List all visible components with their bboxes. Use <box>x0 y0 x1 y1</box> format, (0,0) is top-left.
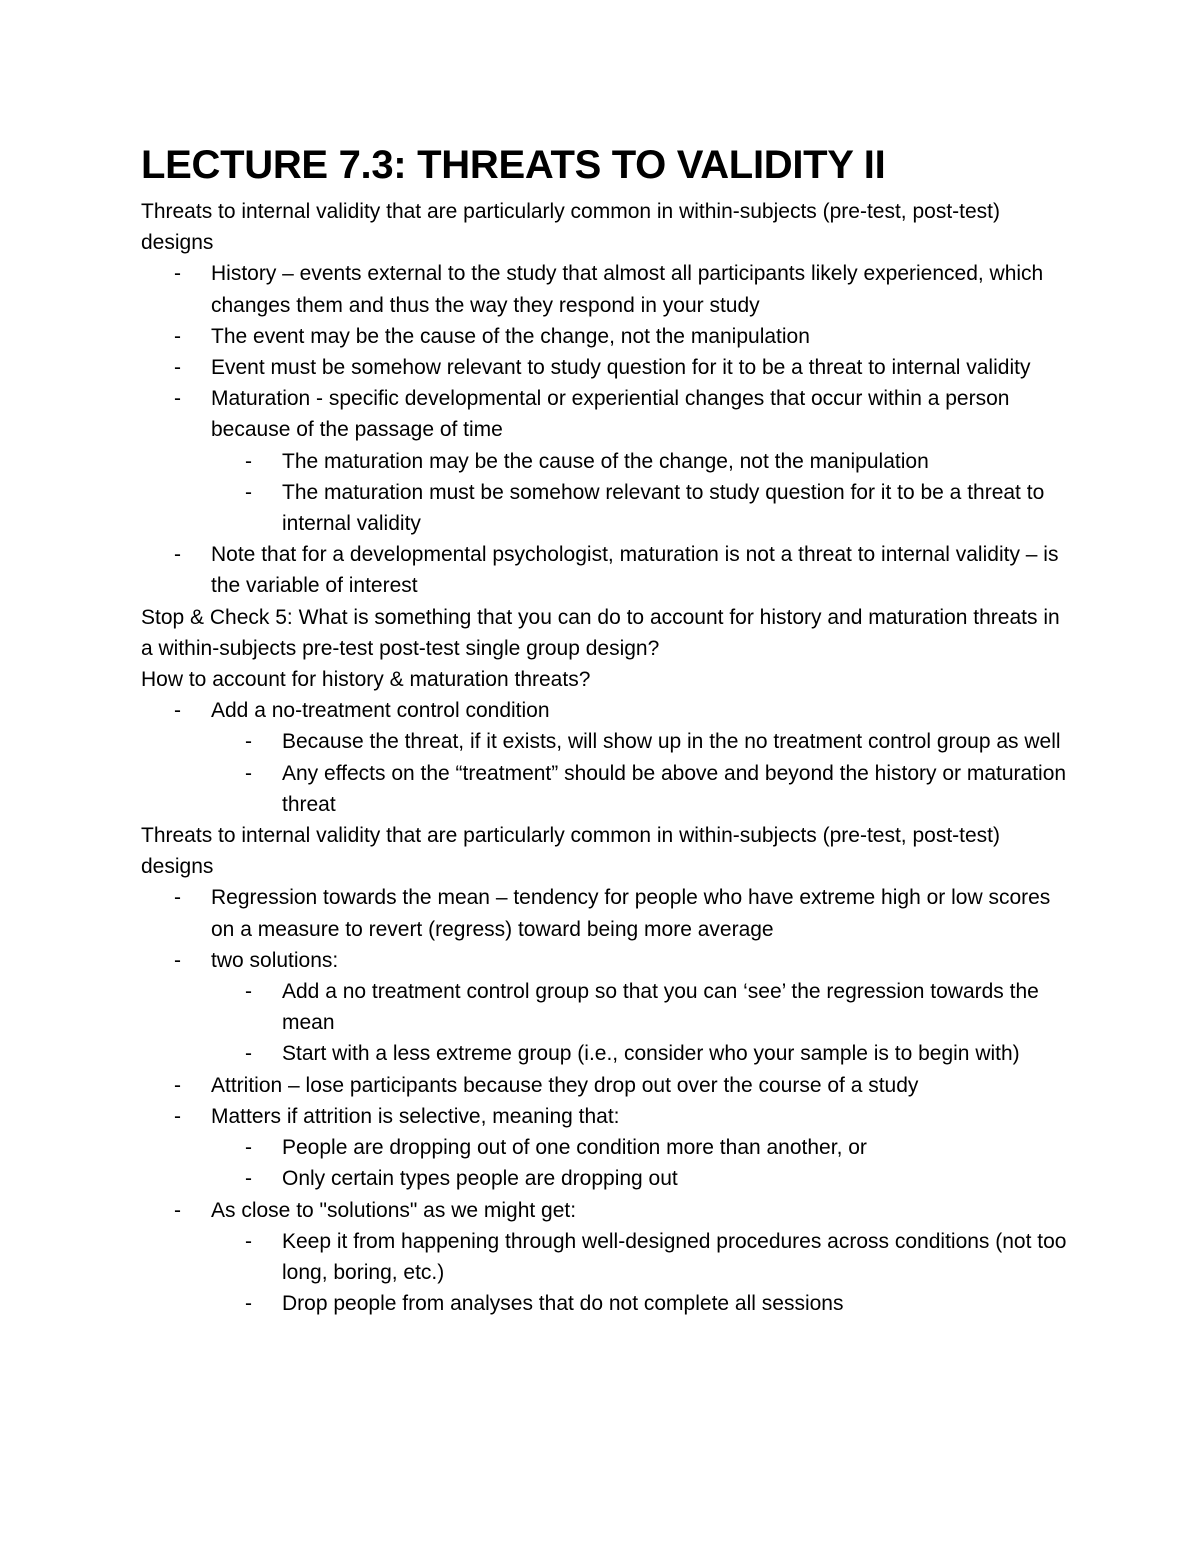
bullet-text: Add a no-treatment control condition <box>211 699 550 723</box>
dash-bullet-icon: - <box>245 1292 252 1316</box>
bullet-text: As close to "solutions" as we might get: <box>211 1198 577 1222</box>
bullet-text: History – events external to the study that almost all participants likely experienced, which changes them and thus the way they respond in your study <box>211 262 1044 317</box>
bullet-text: Only certain types people are dropping out <box>282 1167 678 1191</box>
bullet-text: The maturation may be the cause of the change, not the manipulation <box>282 449 929 473</box>
bullet-text: People are dropping out of one condition more than another, or <box>282 1136 867 1160</box>
bullet-item <box>141 383 1071 445</box>
sub-bullet-item <box>141 477 1071 539</box>
bullet-text: Because the threat, if it exists, will show up in the no treatment control group as well <box>282 730 1061 754</box>
bullet-text: Regression towards the mean – tendency for people who have extreme high or low scores on a measure to revert (regress) toward being more average <box>211 886 1051 941</box>
dash-bullet-icon: - <box>174 1198 181 1222</box>
document-body <box>141 196 1071 1319</box>
bullet-text: Drop people from analyses that do not complete all sessions <box>282 1292 844 1316</box>
sub-bullet-item <box>141 726 1071 757</box>
bullet-text: Any effects on the “treatment” should be above and beyond the history or maturation threat <box>282 761 1067 816</box>
bullet-item <box>141 1070 1071 1101</box>
bullet-text: Keep it from happening through well-designed procedures across conditions (not too long, boring, etc.) <box>282 1229 1067 1284</box>
sub-bullet-item <box>141 1288 1071 1319</box>
sub-bullet-item <box>141 1163 1071 1194</box>
dash-bullet-icon: - <box>245 449 252 473</box>
paragraph: How to account for history & maturation threats? <box>141 668 591 692</box>
bullet-item <box>141 321 1071 352</box>
dash-bullet-icon: - <box>245 980 252 1004</box>
dash-bullet-icon: - <box>245 1229 252 1253</box>
bullet-item <box>141 882 1071 944</box>
dash-bullet-icon: - <box>174 387 181 411</box>
document-page <box>141 140 1071 1319</box>
paragraph: Stop & Check 5: What is something that you can do to account for history and maturation threats in a within-subjects pre-test post-test single group design? <box>141 605 1060 660</box>
dash-bullet-icon: - <box>245 730 252 754</box>
bullet-text: Maturation - specific developmental or experiential changes that occur within a person because of the passage of time <box>211 387 1010 442</box>
dash-bullet-icon: - <box>245 1136 252 1160</box>
sub-bullet-item <box>141 758 1071 820</box>
bullet-item <box>141 1195 1071 1226</box>
dash-bullet-icon: - <box>174 543 181 567</box>
bullet-text: The maturation must be somehow relevant to study question for it to be a threat to internal validity <box>282 480 1045 536</box>
bullet-item <box>141 945 1071 976</box>
bullet-text: Matters if attrition is selective, meaning that: <box>211 1104 620 1128</box>
dash-bullet-icon: - <box>174 948 181 972</box>
sub-bullet-item <box>141 446 1071 477</box>
dash-bullet-icon: - <box>174 886 181 910</box>
bullet-text: two solutions: <box>211 948 339 972</box>
dash-bullet-icon: - <box>174 324 181 348</box>
dash-bullet-icon: - <box>174 699 181 723</box>
dash-bullet-icon: - <box>174 262 181 286</box>
dash-bullet-icon: - <box>245 1042 252 1066</box>
sub-bullet-item <box>141 976 1071 1038</box>
dash-bullet-icon: - <box>174 1104 181 1128</box>
dash-bullet-icon: - <box>174 1073 181 1097</box>
sub-bullet-item <box>141 1038 1071 1069</box>
sub-bullet-item <box>141 1226 1071 1288</box>
dash-bullet-icon: - <box>245 1167 252 1191</box>
dash-bullet-icon: - <box>245 480 252 504</box>
paragraph: Threats to internal validity that are particularly common in within-subjects (pre-test, post-test) designs <box>141 200 1001 255</box>
bullet-text: The event may be the cause of the change, not the manipulation <box>211 324 810 348</box>
bullet-text: Note that for a developmental psychologist, maturation is not a threat to internal validity – is the variable of interest <box>211 543 1059 598</box>
bullet-text: Attrition – lose participants because they drop out over the course of a study <box>211 1073 919 1097</box>
bullet-item <box>141 258 1071 320</box>
dash-bullet-icon: - <box>174 356 181 380</box>
dash-bullet-icon: - <box>245 761 252 785</box>
page-title: LECTURE 7.3: THREATS TO VALIDITY II <box>141 143 886 187</box>
bullet-item <box>141 352 1071 383</box>
paragraph: Threats to internal validity that are particularly common in within-subjects (pre-test, post-test) designs <box>141 824 1001 879</box>
bullet-text: Add a no treatment control group so that you can ‘see’ the regression towards the mean <box>282 980 1039 1035</box>
bullet-item <box>141 539 1071 601</box>
sub-bullet-item <box>141 1132 1071 1163</box>
bullet-text: Event must be somehow relevant to study question for it to be a threat to internal validity <box>211 356 1031 380</box>
bullet-item <box>141 1101 1071 1132</box>
bullet-text: Start with a less extreme group (i.e., consider who your sample is to begin with) <box>282 1042 1020 1066</box>
bullet-item <box>141 695 1071 726</box>
